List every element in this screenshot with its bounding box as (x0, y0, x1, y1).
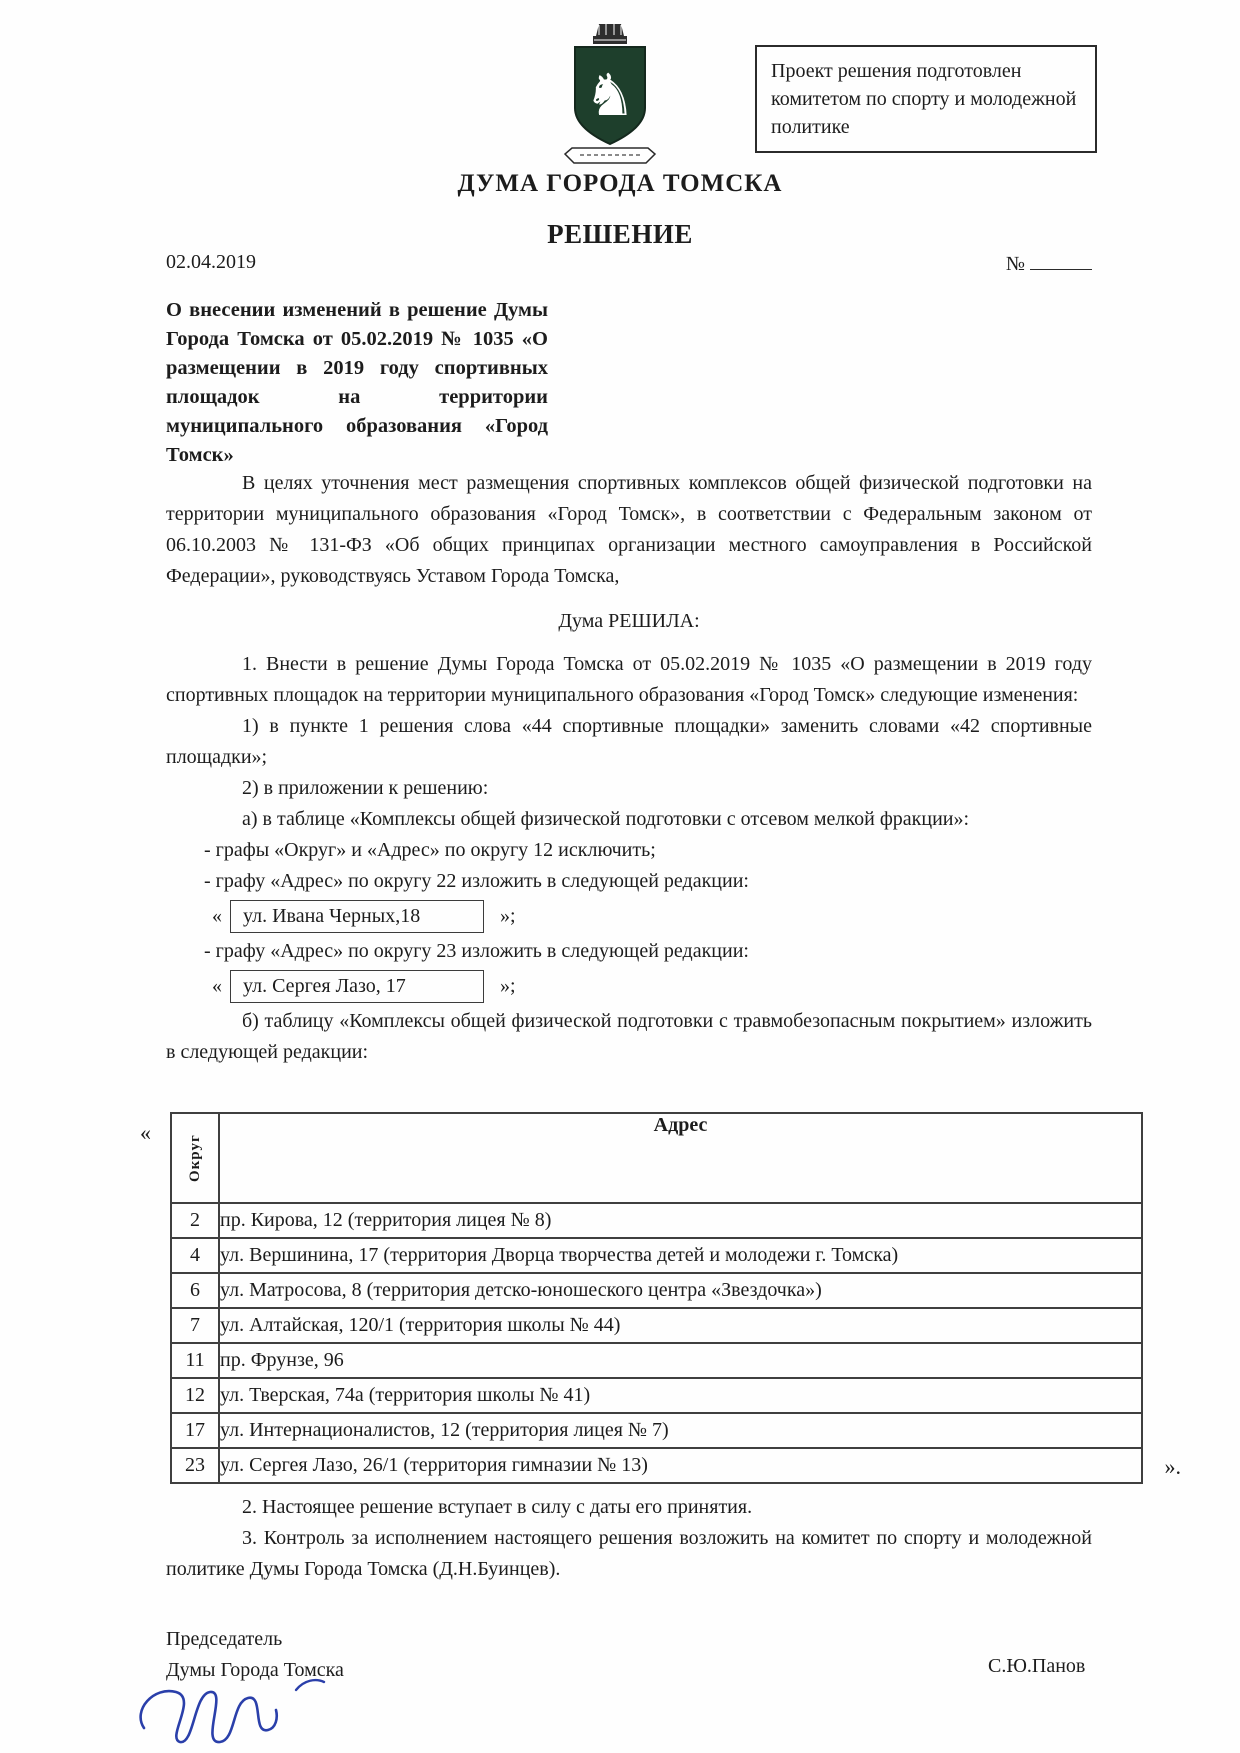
closing-paragraphs (166, 1492, 1092, 1585)
table-row (171, 1378, 1142, 1413)
table-row (171, 1413, 1142, 1448)
document-date: 02.04.2019 (166, 251, 256, 273)
ribbon-icon (565, 148, 655, 163)
dash-exclude-line: - графы «Округ» и «Адрес» по округу 12 исключить; (204, 839, 656, 861)
address-cell: ул. Матросова, 8 (территория детско-юношеского центра «Звездочка») (219, 1273, 1142, 1308)
item-1-paragraph: 1. Внести в решение Думы Города Томска от 05.02.2019 № 1035 «О размещении в 2019 году спортивных площадок на территории муниципального образования «Город Томск» следующие изменения: (166, 653, 1092, 706)
header-district: Округ (171, 1113, 219, 1203)
address-cell: ул. Интернационалистов, 12 (территория лицея № 7) (219, 1413, 1142, 1448)
district-cell: 2 (171, 1203, 219, 1238)
number-blank-line (1030, 251, 1092, 270)
subitem-2-paragraph: 2) в приложении к решению: (242, 777, 489, 799)
crown-icon (593, 24, 627, 44)
tomsk-coat-of-arms-icon (560, 20, 660, 172)
document-type-title: РЕШЕНИЕ (547, 219, 693, 249)
address-23-line (212, 967, 1092, 1006)
signer-position-line-2: Думы Города Томска (166, 1659, 344, 1681)
preparation-note-text: Проект решения подготовлен комитетом по спорту и молодежной политике (771, 60, 1077, 138)
districts-table (170, 1112, 1143, 1484)
preparation-note-box (755, 45, 1097, 153)
table-header-row (171, 1113, 1142, 1203)
handwritten-signature-icon (136, 1668, 346, 1753)
open-quote: « (212, 975, 222, 997)
address-22-line (212, 897, 1092, 936)
address-cell: ул. Алтайская, 120/1 (территория школы № 44) (219, 1308, 1142, 1343)
table-row (171, 1448, 1142, 1483)
header-address: Адрес (219, 1113, 1142, 1203)
preamble-paragraph: В целях уточнения мест размещения спортивных комплексов общей физической подготовки на территории муниципального образования «Город Томск», в соответствии с Федеральным законом от 06.10.2003 № 131-ФЗ «Об общих принципах организации местного самоуправления в Российской Федерации», руководствуясь Уставом Города Томска, (166, 472, 1092, 587)
item-3-paragraph: 3. Контроль за исполнением настоящего решения возложить на комитет по спорту и молодежной политике Думы Города Томска (Д.Н.Буинцев). (166, 1527, 1092, 1580)
address-cell: пр. Фрунзе, 96 (219, 1343, 1142, 1378)
close-quote: »; (500, 975, 516, 997)
table-row (171, 1343, 1142, 1378)
meta-row (166, 251, 1092, 276)
table-close-quote: ». (1164, 1454, 1181, 1479)
subitem-2a-paragraph: а) в таблице «Комплексы общей физической подготовки с отсевом мелкой фракции»: (242, 808, 970, 830)
district-cell: 7 (171, 1308, 219, 1343)
address-box-22: ул. Ивана Черных,18 (230, 900, 484, 933)
signer-position-line-1: Председатель (166, 1628, 283, 1650)
district-cell: 4 (171, 1238, 219, 1273)
district-cell: 23 (171, 1448, 219, 1483)
table-open-quote: « (140, 1120, 151, 1145)
subitem-1-paragraph: 1) в пункте 1 решения слова «44 спортивные площадки» заменить словами «42 спортивные площадки»; (166, 715, 1092, 768)
document-body (166, 468, 1092, 1068)
table-row (171, 1238, 1142, 1273)
resolved-heading: Дума РЕШИЛА: (558, 610, 700, 632)
subitem-2b-paragraph: б) таблицу «Комплексы общей физической подготовки с травмобезопасным покрытием» изложить в следующей редакции: (166, 1010, 1092, 1063)
signer-name: С.Ю.Панов (988, 1655, 1086, 1677)
document-number (1006, 251, 1092, 276)
district-cell: 11 (171, 1343, 219, 1378)
address-cell: пр. Кирова, 12 (территория лицея № 8) (219, 1203, 1142, 1238)
address-box-23: ул. Сергея Лазо, 17 (230, 970, 484, 1003)
table-row (171, 1273, 1142, 1308)
table-row (171, 1308, 1142, 1343)
district-cell: 12 (171, 1378, 219, 1413)
district-cell: 17 (171, 1413, 219, 1448)
district-cell: 6 (171, 1273, 219, 1308)
table-row (171, 1203, 1142, 1238)
address-cell: ул. Тверская, 74а (территория школы № 41) (219, 1378, 1142, 1413)
organization-title: ДУМА ГОРОДА ТОМСКА (457, 170, 783, 197)
address-cell: ул. Сергея Лазо, 26/1 (территория гимназии № 13) (219, 1448, 1142, 1483)
close-quote: »; (500, 905, 516, 927)
open-quote: « (212, 905, 222, 927)
item-2-paragraph: 2. Настоящее решение вступает в силу с даты его принятия. (242, 1496, 753, 1518)
districts-table-wrap (140, 1112, 1181, 1484)
address-cell: ул. Вершинина, 17 (территория Дворца творчества детей и молодежи г. Томска) (219, 1238, 1142, 1273)
number-sign: № (1005, 253, 1025, 275)
dash-edit-22-line: - графу «Адрес» по округу 22 изложить в следующей редакции: (204, 870, 749, 892)
svg-text:♞: ♞ (584, 61, 636, 129)
document-subject: О внесении изменений в решение Думы Города Томска от 05.02.2019 № 1035 «О размещении в 2019 году спортивных площадок на территории муниципального образования «Город Томск» (166, 299, 548, 466)
dash-edit-23-line: - графу «Адрес» по округу 23 изложить в следующей редакции: (204, 940, 749, 962)
